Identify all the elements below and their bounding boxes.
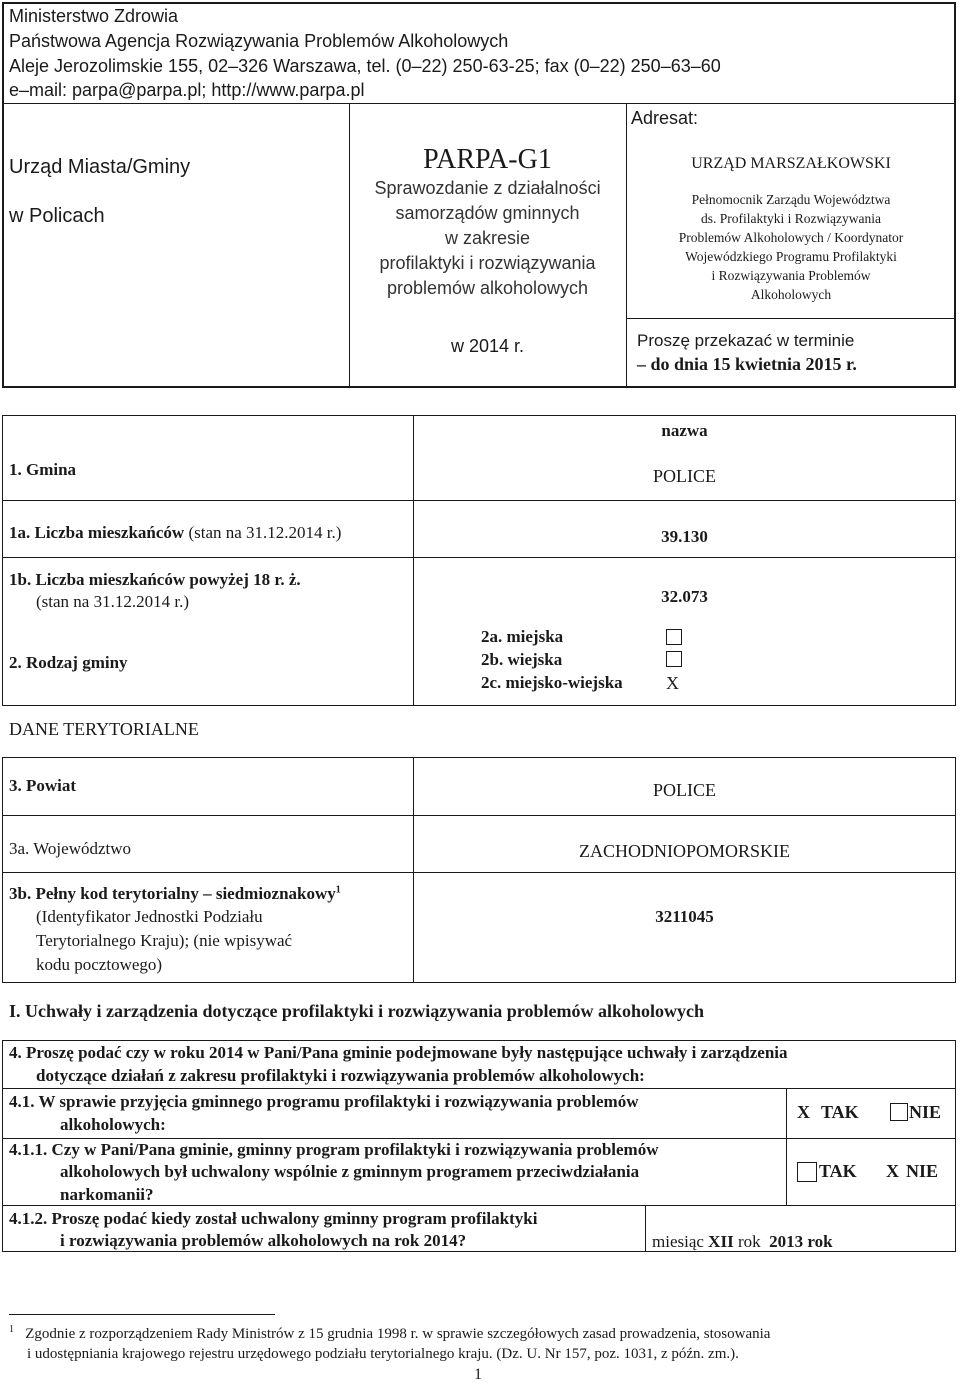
residents-label [9, 523, 341, 543]
addressee-name: URZĄD MARSZAŁKOWSKI [691, 155, 891, 172]
gmina-type-checkbox-urban[interactable] [666, 629, 682, 645]
basic-data-frame [2, 415, 956, 706]
powiat-value[interactable]: POLICE [653, 780, 716, 800]
agency-contact[interactable]: e–mail: parpa@parpa.pl; http://www.parpa.pl [9, 80, 365, 100]
form-title-3: w zakresie [444, 228, 531, 248]
section-1-title: I. Uchwały i zarządzenia dotyczące profilaktyki i rozwiązywania problemów alkoholowych [9, 1001, 704, 1021]
territorial-code-label-text: 3b. Pełny kod terytorialny – siedmioznakowy [9, 884, 336, 903]
q411-no-mark[interactable]: X [886, 1161, 899, 1181]
basic-row-line-1 [2, 500, 956, 501]
q411-yes-label: TAK [819, 1161, 857, 1181]
header-col-divider-2 [626, 103, 627, 388]
powiat-label: 3. Powiat [9, 776, 77, 795]
q41-divider [2, 1138, 956, 1139]
question-4-1-line-1: 4.1. W sprawie przyjęcia gminnego programu profilaktyki i rozwiązywania problemów [9, 1092, 639, 1111]
footnote-separator [9, 1314, 275, 1315]
question-4-1-2-line-2: i rozwiązywania problemów alkoholowych na rok 2014? [60, 1231, 467, 1250]
form-title-1: Sprawozdanie z działalności [374, 178, 601, 198]
footnote-reference: 1 [335, 884, 341, 896]
addressee-line-6: Alkoholowych [750, 287, 832, 302]
q412-answer[interactable] [652, 1232, 833, 1252]
q412-year-label: rok [737, 1232, 761, 1251]
q41-yes-label: TAK [821, 1102, 859, 1122]
q412-month: XII [708, 1232, 734, 1251]
gmina-type-option-rural: 2b. wiejska [481, 650, 563, 669]
adults-value[interactable]: 32.073 [661, 587, 708, 606]
adults-note: (stan na 31.12.2014 r.) [36, 592, 189, 611]
q41-yes-mark[interactable]: X [797, 1102, 810, 1122]
question-4-1-1-line-1: 4.1.1. Czy w Pani/Pana gminie, gminny program profilaktyki i rozwiązywania problemów [9, 1140, 659, 1159]
question-4-1-1-line-2: alkoholowych był uchwalony wspólnie z gminnym programem przeciwdziałania [60, 1162, 640, 1181]
q41-no-checkbox[interactable] [890, 1103, 908, 1121]
agency-name: Państwowa Agencja Rozwiązywania Problemów Alkoholowych [9, 31, 509, 51]
gmina-value[interactable]: POLICE [653, 466, 716, 486]
addressee-line-1: Pełnomocnik Zarządu Województwa [691, 192, 891, 207]
agency-address: Aleje Jerozolimskie 155, 02–326 Warszawa, tel. (0–22) 250-63-25; fax (0–22) 250–63–60 [9, 56, 721, 76]
form-code: PARPA-G1 [423, 144, 552, 175]
header-divider [2, 103, 956, 104]
ministry-name: Ministerstwo Zdrowia [9, 6, 179, 26]
addressee-line-5: i Rozwiązywania Problemów [711, 268, 871, 283]
form-title-5: problemów alkoholowych [386, 278, 589, 298]
footnote [9, 1324, 770, 1343]
q411-no-label: NIE [906, 1161, 939, 1181]
addressee-line-3: Problemów Alkoholowych / Koordynator [678, 230, 904, 245]
q411-yes-checkbox[interactable] [797, 1162, 817, 1182]
footnote-line-2: i udostępniania krajowego rejestru urzędowego podziału terytorialnego kraju. (Dz. U. Nr 157, poz. 1031, z późn. zm.). [27, 1346, 739, 1362]
page-number: 1 [474, 1366, 482, 1383]
office-label: Urząd Miasta/Gminy [9, 156, 191, 178]
q412-year: 2013 rok [769, 1232, 833, 1251]
report-year: w 2014 r. [450, 336, 525, 356]
deadline-value: – do dnia 15 kwietnia 2015 r. [637, 354, 857, 374]
basic-data-col-divider [413, 415, 414, 706]
addressee-divider [626, 318, 956, 319]
q41-answer-divider [786, 1088, 787, 1205]
voivodeship-label: 3a. Województwo [9, 839, 132, 858]
territorial-row-line-2 [2, 872, 956, 873]
residents-label-text: 1a. Liczba mieszkańców [9, 523, 185, 542]
form-title-2: samorządów gminnych [395, 203, 580, 223]
q41-no-label: NIE [909, 1102, 942, 1122]
residents-note: (stan na 31.12.2014 r.) [188, 523, 342, 542]
addressee-line-2: ds. Profilaktyki i Rozwiązywania [701, 211, 881, 226]
territorial-code-note-2: Terytorialnego Kraju); (nie wpisywać [36, 931, 293, 950]
gmina-type-checkbox-mixed[interactable]: X [666, 673, 679, 693]
territorial-section-title: DANE TERYTORIALNE [9, 719, 199, 739]
basic-row-line-2 [2, 557, 956, 558]
residents-value[interactable]: 39.130 [661, 527, 708, 546]
territorial-code-label [9, 884, 341, 904]
name-column-header: nazwa [661, 421, 708, 440]
question-4-1-2-line-1: 4.1.2. Proszę podać kiedy został uchwalony gminny program profilaktyki [9, 1209, 538, 1228]
territorial-row-line-1 [2, 815, 956, 816]
territorial-code-value[interactable]: 3211045 [655, 907, 714, 926]
territorial-code-note-3: kodu pocztowego) [36, 955, 163, 974]
addressee-label: Adresat: [631, 108, 699, 128]
q4-divider [2, 1088, 956, 1089]
gmina-type-option-mixed: 2c. miejsko-wiejska [481, 673, 623, 692]
adults-label: 1b. Liczba mieszkańców powyżej 18 r. ż. [9, 570, 301, 589]
addressee-line-4: Wojewódzkiego Programu Profilaktyki [685, 249, 897, 264]
q411-divider [2, 1205, 956, 1206]
question-4-line-1: 4. Proszę podać czy w roku 2014 w Pani/Pana gminie podejmowane były następujące uchwały i zarządzenia [9, 1043, 788, 1062]
gmina-label: 1. Gmina [9, 460, 77, 479]
question-4-1-line-2: alkoholowych: [60, 1115, 166, 1134]
footnote-line-1: Zgodnie z rozporządzeniem Rady Ministrów z 15 grudnia 1998 r. w sprawie szczegółowych zasad prowadzenia, stosowania [25, 1326, 771, 1342]
gmina-type-label: 2. Rodzaj gminy [9, 653, 128, 672]
question-4-line-2: dotyczące działań z zakresu profilaktyki i rozwiązywania problemów alkoholowych: [36, 1066, 645, 1085]
gmina-type-checkbox-rural[interactable] [666, 651, 682, 667]
footnote-mark: 1 [9, 1324, 14, 1335]
gmina-type-option-urban: 2a. miejska [481, 627, 564, 646]
question-4-1-1-line-3: narkomanii? [60, 1185, 154, 1204]
form-title-4: profilaktyki i rozwiązywania [379, 253, 596, 273]
territorial-code-note-1: (Identyfikator Jednostki Podziału [36, 907, 263, 926]
q412-month-label: miesiąc [652, 1232, 704, 1251]
office-place: w Policach [9, 205, 105, 227]
voivodeship-value[interactable]: ZACHODNIOPOMORSKIE [578, 841, 790, 861]
q412-answer-divider [645, 1205, 646, 1252]
deadline-label: Proszę przekazać w terminie [637, 331, 855, 350]
